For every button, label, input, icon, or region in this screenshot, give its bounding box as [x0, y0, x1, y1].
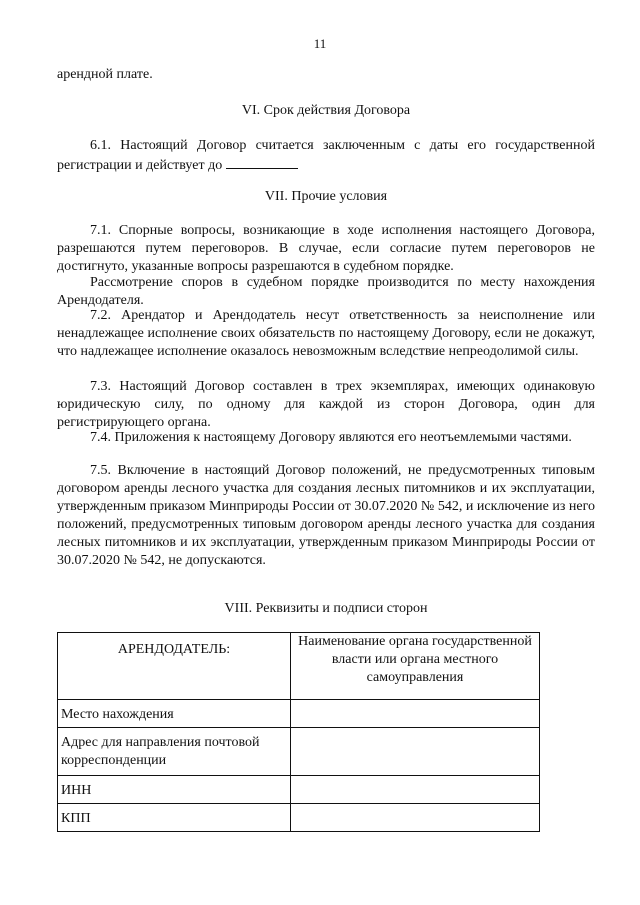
- clause-7-5: 7.5. Включение в настоящий Договор положений, не предусмотренных типовым договором аренды лесного участка для создания лесных питомников и их эксплуатации, утвержденным приказом Минприроды России от 30.07.2020 № 542, и исключение из него положений, предусмотренных типовым договором аренды лесного участка для создания лесных питомников и их эксплуатации, утвержденным приказом Минприроды России от 30.07.2020 № 542, не допускаются.: [57, 463, 595, 568]
- section-8-title: VIII. Реквизиты и подписи сторон: [224, 601, 428, 616]
- postal-address-label: Адрес для направления почтовой корреспонденции: [58, 728, 291, 776]
- location-value: [291, 700, 540, 728]
- inn-value: [291, 776, 540, 804]
- clause-7-3: 7.3. Настоящий Договор составлен в трех экземплярах, имеющих одинаковую юридическую силу, по одному для каждой из сторон Договора, один для регистрирующего органа.: [57, 379, 595, 430]
- clause-7-4: 7.4. Приложения к настоящему Договору являются его неотъемлемыми частями.: [90, 430, 572, 445]
- carryover-text: арендной плате.: [57, 67, 153, 82]
- date-blank-line: [226, 155, 298, 169]
- landlord-header: АРЕНДОДАТЕЛЬ:: [58, 633, 291, 700]
- inn-label: ИНН: [58, 776, 291, 804]
- requisites-table: [57, 632, 540, 832]
- clause-6-1: [57, 137, 595, 175]
- table-header-row: [58, 633, 540, 700]
- kpp-value: [291, 804, 540, 832]
- postal-address-value: [291, 728, 540, 776]
- clause-7-1-venue: Рассмотрение споров в судебном порядке производится по месту нахождения Арендодателя.: [57, 275, 595, 308]
- kpp-label: КПП: [58, 804, 291, 832]
- clause-7-2: 7.2. Арендатор и Арендодатель несут ответственность за неисполнение или ненадлежащее исполнение своих обязательств по настоящему Договору, если не докажут, что надлежащее исполнение оказалось невозможным вследствие непреодолимой силы.: [57, 308, 595, 359]
- clause-6-1-text: 6.1. Настоящий Договор считается заключенным с даты его государственной регистрации и действует до: [57, 138, 595, 173]
- clause-7-1: 7.1. Спорные вопросы, возникающие в ходе исполнения настоящего Договора, разрешаются путем переговоров. В случае, если согласие путем переговоров не достигнуто, указанные вопросы разрешаются в судебном порядке.: [57, 223, 595, 274]
- page-number: 11: [313, 36, 327, 51]
- table-row: [58, 804, 540, 832]
- table-row: [58, 728, 540, 776]
- section-6-title: VI. Срок действия Договора: [241, 103, 411, 118]
- section-7-title: VII. Прочие условия: [264, 189, 388, 204]
- table-row: [58, 776, 540, 804]
- location-label: Место нахождения: [58, 700, 291, 728]
- authority-name-header: Наименование органа государственной власти или органа местного самоуправления: [291, 633, 540, 700]
- table-row: [58, 700, 540, 728]
